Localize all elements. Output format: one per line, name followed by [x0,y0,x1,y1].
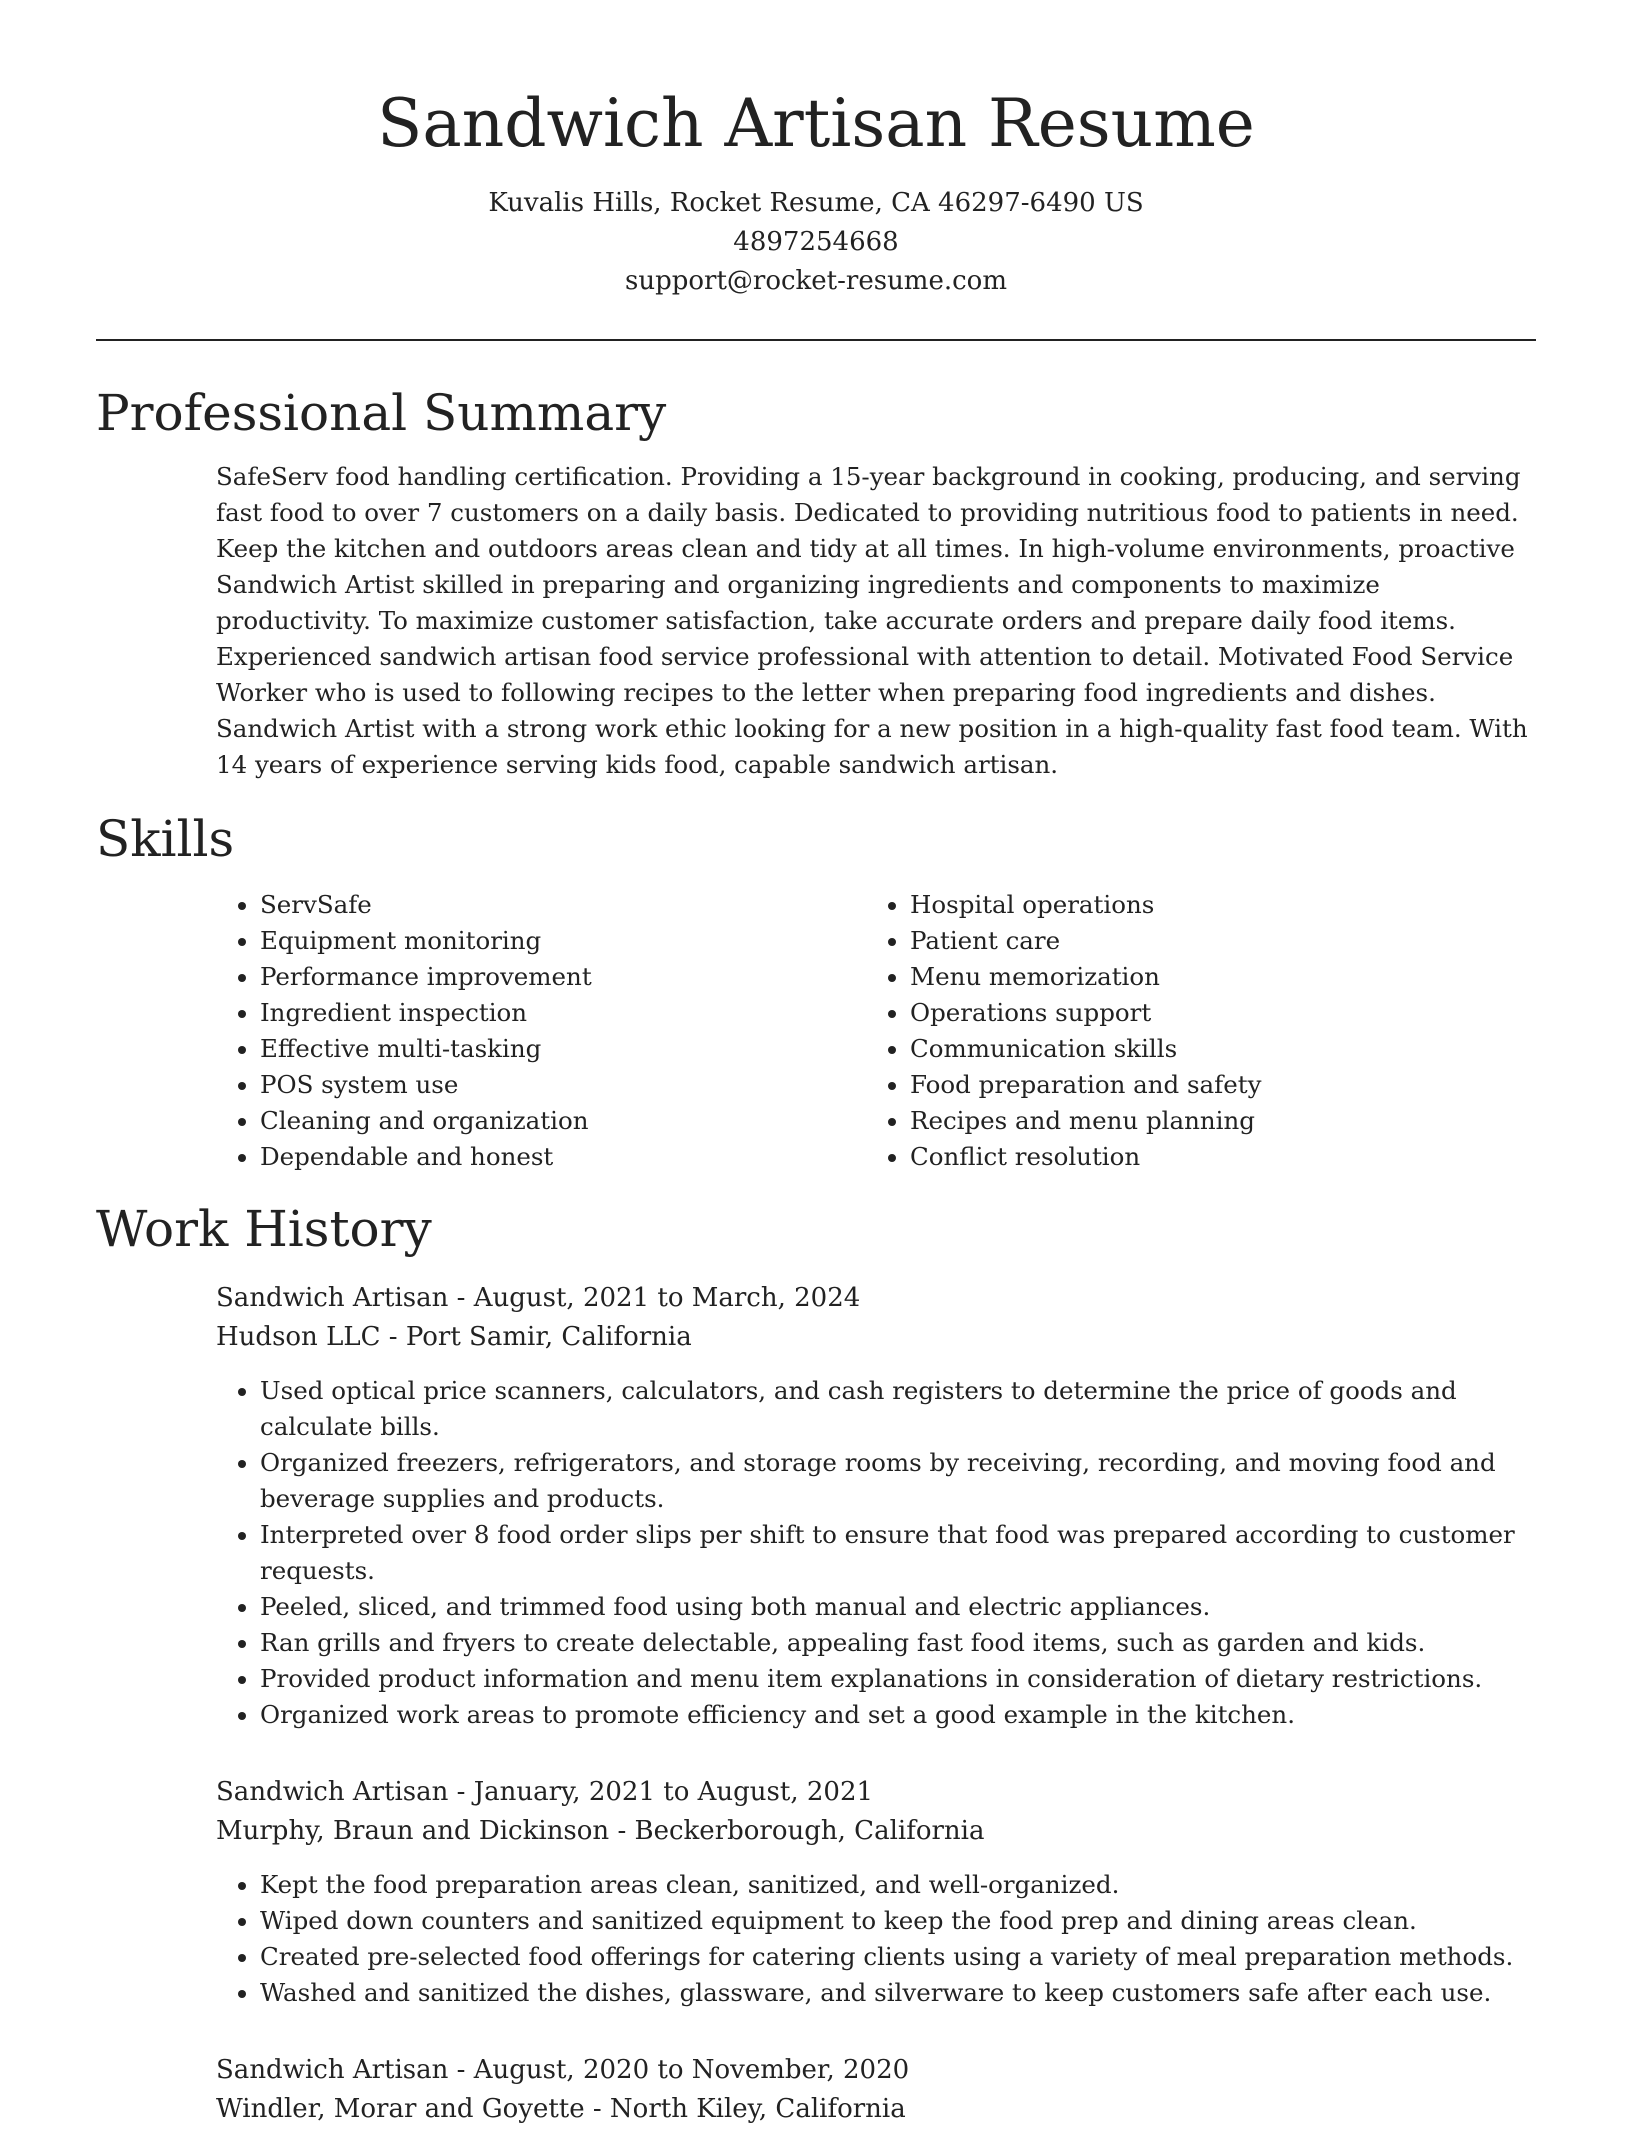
job-dates: - August, 2021 to March, 2024 [448,1283,861,1313]
header-divider [96,339,1536,341]
job-bullet: • Organized work areas to promote efficiency and set a good example in the kitchen. [260,1697,1536,1733]
job-bullets [216,1867,1536,2011]
job-company: Hudson LLC [216,1322,381,1352]
job-bullet: • Provided product information and menu item explanations in consideration of dietary restrictions. [260,1661,1536,1697]
job-company: Windler, Morar and Goyette [216,2094,585,2124]
skill-item: • POS system use [260,1067,866,1103]
work-history-list [216,1279,1536,2129]
skill-item: • Menu memorization [910,959,1516,995]
address: Kuvalis Hills, Rocket Resume, CA 46297-6490 US [488,188,1144,218]
skills-list [216,887,1536,1175]
skills-column-right [866,887,1516,1175]
job-role: Sandwich Artisan [216,2055,449,2085]
job-bullet: • Peeled, sliced, and trimmed food using both manual and electric appliances. [260,1589,1536,1625]
skill-item: • Ingredient inspection [260,995,866,1031]
resume-title: Sandwich Artisan Resume [377,85,1255,162]
skill-item: • Patient care [910,923,1516,959]
skill-item: • Effective multi-tasking [260,1031,866,1067]
skill-item: • Conflict resolution [910,1139,1516,1175]
skill-item: • Dependable and honest [260,1139,866,1175]
job-company-line [216,2090,1536,2129]
work-history-heading: Work History [96,1200,432,1258]
job-title-line [216,2051,1536,2090]
skill-item: • Performance improvement [260,959,866,995]
job-entry [216,1279,1536,1733]
job-bullet: • Wiped down counters and sanitized equipment to keep the food prep and dining areas clean. [260,1903,1536,1939]
skill-item: • Hospital operations [910,887,1516,923]
job-company: Murphy, Braun and Dickinson [216,1816,610,1846]
job-company-line [216,1318,1536,1357]
contact-block [96,184,1536,301]
job-location: - Beckerborough, California [609,1816,985,1846]
job-bullets [216,1373,1536,1733]
job-company-line [216,1812,1536,1851]
skill-item: • ServSafe [260,887,866,923]
job-role: Sandwich Artisan [216,1283,449,1313]
skill-item: • Food preparation and safety [910,1067,1516,1103]
job-role: Sandwich Artisan [216,1777,449,1807]
job-bullet: • Ran grills and fryers to create delectable, appealing fast food items, such as garden and kids. [260,1625,1536,1661]
job-bullet: • Organized freezers, refrigerators, and storage rooms by receiving, recording, and moving food and beverage supplies and products. [260,1445,1536,1517]
email: support@rocket-resume.com [624,266,1007,296]
job-dates: - August, 2020 to November, 2020 [448,2055,910,2085]
job-title-line [216,1773,1536,1812]
skills-column-left [216,887,866,1175]
job-entry [216,1773,1536,2011]
skills-heading: Skills [96,810,235,868]
skill-item: • Operations support [910,995,1516,1031]
job-entry [216,2051,1536,2129]
skill-item: • Equipment monitoring [260,923,866,959]
job-location: - North Kiley, California [584,2094,906,2124]
job-bullet: • Washed and sanitized the dishes, glassware, and silverware to keep customers safe after each use. [260,1975,1536,2011]
job-bullet: • Created pre-selected food offerings for catering clients using a variety of meal preparation methods. [260,1939,1536,1975]
skill-item: • Cleaning and organization [260,1103,866,1139]
job-title-line [216,1279,1536,1318]
job-bullet: • Interpreted over 8 food order slips per shift to ensure that food was prepared according to customer requests. [260,1517,1536,1589]
job-location: - Port Samir, California [380,1322,692,1352]
job-bullet: • Kept the food preparation areas clean, sanitized, and well-organized. [260,1867,1536,1903]
job-bullet: • Used optical price scanners, calculators, and cash registers to determine the price of goods and calculate bills. [260,1373,1536,1445]
phone: 4897254668 [733,227,899,257]
summary-heading: Professional Summary [96,384,667,442]
summary-text: SafeServ food handling certification. Providing a 15-year background in cooking, producing, and serving fast food to over 7 customers on a daily basis. Dedicated to providing nutritious food to patients in need. Keep the kitchen and outdoors areas clean and tidy at all times. In high-volume environments, proactive Sandwich Artist skilled in preparing and organizing ingredients and components to maximize productivity. To maximize customer satisfaction, take accurate orders and prepare daily food items. Experienced sandwich artisan food service professional with attention to detail. Motivated Food Service Worker who is used to following recipes to the letter when preparing food ingredients and dishes. Sandwich Artist with a strong work ethic looking for a new position in a high-quality fast food team. With 14 years of experience serving kids food, capable sandwich artisan. [216,462,1528,779]
resume-page [96,0,1536,2129]
job-dates: - January, 2021 to August, 2021 [448,1777,874,1807]
skill-item: • Communication skills [910,1031,1516,1067]
skill-item: • Recipes and menu planning [910,1103,1516,1139]
resume-header [96,0,1536,301]
